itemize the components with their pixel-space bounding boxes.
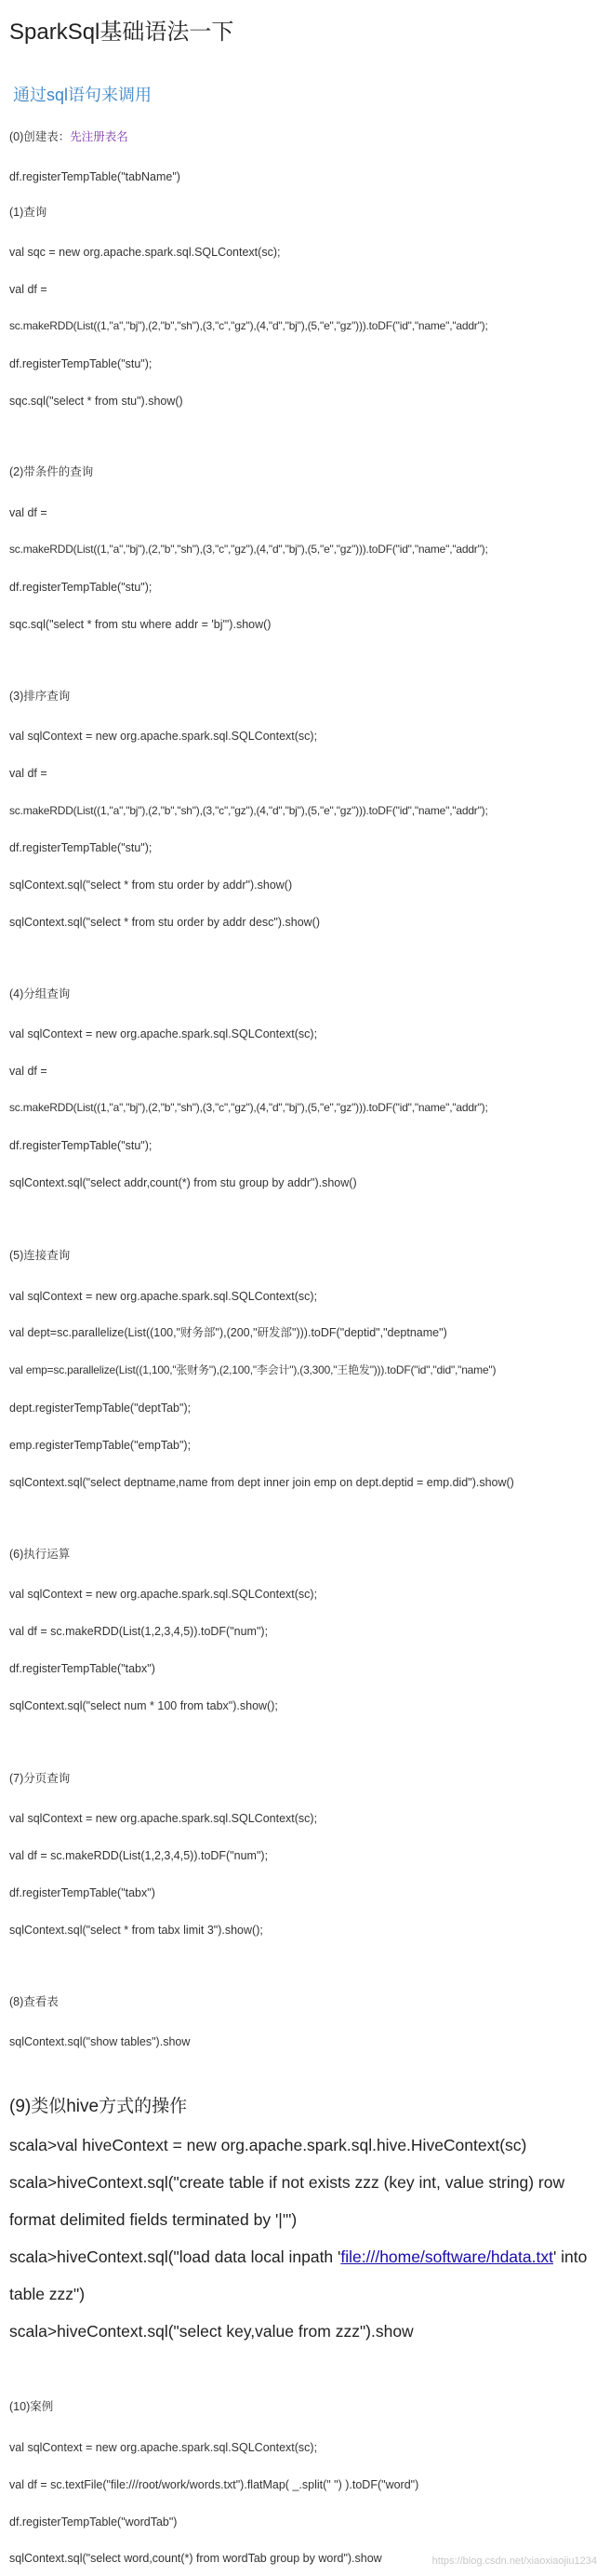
code-line: df.registerTempTable("tabName")	[9, 170, 180, 183]
code-line: sqc.sql("select * from stu where addr = 'bj'").show()	[9, 618, 272, 631]
title-suffix: 基础语法一下	[99, 20, 234, 45]
code-line: val df =	[9, 283, 47, 296]
code-line: val df =	[9, 1065, 47, 1078]
code-line: sqc.sql("select * from stu").show()	[9, 395, 183, 408]
code-line: sqlContext.sql("show tables").show	[9, 2035, 191, 2048]
code-line: val sqlContext = new org.apache.spark.sql.SQLContext(sc);	[9, 1027, 318, 1040]
code-line: df.registerTempTable("stu");	[9, 357, 152, 370]
code-line: df.registerTempTable("wordTab")	[9, 2516, 178, 2529]
code-line: val dept=sc.parallelize(List((100,"财务部"),(200,"研发部"))).toDF("deptid","deptname")	[9, 1326, 447, 1339]
title-prefix: SparkSql	[9, 20, 100, 45]
section7-heading: (7)分页查询	[9, 1772, 71, 1785]
code-line: scala>hiveContext.sql("create table if not exists zzz (key int, value string) row	[9, 2173, 565, 2192]
section8-heading: (8)查看表	[9, 1995, 59, 2008]
code-line: table zzz")	[9, 2285, 86, 2303]
code-line: val sqlContext = new org.apache.spark.sql.SQLContext(sc);	[9, 1812, 318, 1825]
section0-note: 先注册表名	[70, 130, 128, 143]
code-line: df.registerTempTable("tabx")	[9, 1662, 155, 1675]
section10-heading: (10)案例	[9, 2400, 54, 2413]
code-line: val df =	[9, 767, 47, 780]
section4-heading: (4)分组查询	[9, 987, 71, 1000]
code-line: sqlContext.sql("select num * 100 from tabx").show();	[9, 1699, 278, 1712]
page-title	[9, 13, 233, 46]
code-line: sqlContext.sql("select addr,count(*) from stu group by addr").show()	[9, 1176, 357, 1189]
code-line: sqlContext.sql("select word,count(*) from wordTab group by word").show	[9, 2552, 382, 2565]
code-line: format delimited fields terminated by '|'")	[9, 2210, 298, 2229]
code-line: sc.makeRDD(List((1,"a","bj"),(2,"b","sh"),(3,"c","gz"),(4,"d","bj"),(5,"e","gz"))).toDF("id","name","addr");	[9, 319, 488, 332]
code-line: val sqlContext = new org.apache.spark.sql.SQLContext(sc);	[9, 2441, 318, 2454]
section5-heading: (5)连接查询	[9, 1249, 71, 1262]
code-line: sc.makeRDD(List((1,"a","bj"),(2,"b","sh"),(3,"c","gz"),(4,"d","bj"),(5,"e","gz"))).toDF("id","name","addr");	[9, 1101, 488, 1114]
code-line: val sqlContext = new org.apache.spark.sql.SQLContext(sc);	[9, 1290, 318, 1303]
code-line: sc.makeRDD(List((1,"a","bj"),(2,"b","sh"),(3,"c","gz"),(4,"d","bj"),(5,"e","gz"))).toDF("id","name","addr");	[9, 804, 488, 817]
code-line: df.registerTempTable("stu");	[9, 1139, 152, 1152]
code-line: sqlContext.sql("select * from stu order by addr").show()	[9, 879, 293, 892]
code-line: val emp=sc.parallelize(List((1,100,"张财务"),(2,100,"李会计"),(3,300,"王艳发"))).toDF("id","did","name")	[9, 1363, 497, 1376]
section-subtitle: 通过sql语句来调用	[13, 86, 152, 104]
code-line: scala>hiveContext.sql("select key,value from zzz").show	[9, 2322, 414, 2341]
watermark: https://blog.csdn.net/xiaoxiaojiu1234	[431, 2556, 597, 2567]
code-line: df.registerTempTable("tabx")	[9, 1886, 155, 1899]
code-line: val sqc = new org.apache.spark.sql.SQLContext(sc);	[9, 246, 281, 259]
load-suffix: ' into	[552, 2247, 588, 2266]
code-line: val df = sc.makeRDD(List(1,2,3,4,5)).toDF("num");	[9, 1625, 269, 1638]
section6-heading: (6)执行运算	[9, 1548, 71, 1561]
code-line: val sqlContext = new org.apache.spark.sql.SQLContext(sc);	[9, 1588, 318, 1601]
code-line: val sqlContext = new org.apache.spark.sql.SQLContext(sc);	[9, 730, 318, 743]
code-line: df.registerTempTable("stu");	[9, 581, 152, 594]
section9-heading: (9)类似hive方式的操作	[9, 2097, 188, 2116]
code-line: sc.makeRDD(List((1,"a","bj"),(2,"b","sh"),(3,"c","gz"),(4,"d","bj"),(5,"e","gz"))).toDF("id","name","addr");	[9, 543, 488, 556]
section3-heading: (3)排序查询	[9, 690, 71, 703]
code-line: val df = sc.textFile("file:///root/work/words.txt").flatMap( _.split(" ") ).toDF("word")	[9, 2478, 419, 2491]
section2-heading: (2)带条件的查询	[9, 465, 94, 478]
file-path-link[interactable]: file:///home/software/hdata.txt	[340, 2247, 553, 2266]
code-line: df.registerTempTable("stu");	[9, 841, 152, 854]
code-line: sqlContext.sql("select deptname,name from dept inner join emp on dept.deptid = emp.did").show()	[9, 1476, 514, 1489]
load-prefix: scala>hiveContext.sql("load data local inpath '	[9, 2247, 341, 2266]
section0-label-line	[9, 129, 128, 144]
code-line-load	[9, 2247, 587, 2267]
section0-label: (0)创建表：	[9, 130, 71, 143]
code-line: val df =	[9, 506, 47, 519]
code-line: val df = sc.makeRDD(List(1,2,3,4,5)).toDF("num");	[9, 1849, 269, 1862]
section1-heading: (1)查询	[9, 206, 47, 219]
code-line: sqlContext.sql("select * from stu order by addr desc").show()	[9, 916, 320, 929]
code-line: emp.registerTempTable("empTab");	[9, 1439, 192, 1452]
code-line: scala>val hiveContext = new org.apache.spark.sql.hive.HiveContext(sc)	[9, 2136, 527, 2154]
code-line: sqlContext.sql("select * from tabx limit 3").show();	[9, 1924, 263, 1937]
code-line: dept.registerTempTable("deptTab");	[9, 1402, 192, 1415]
